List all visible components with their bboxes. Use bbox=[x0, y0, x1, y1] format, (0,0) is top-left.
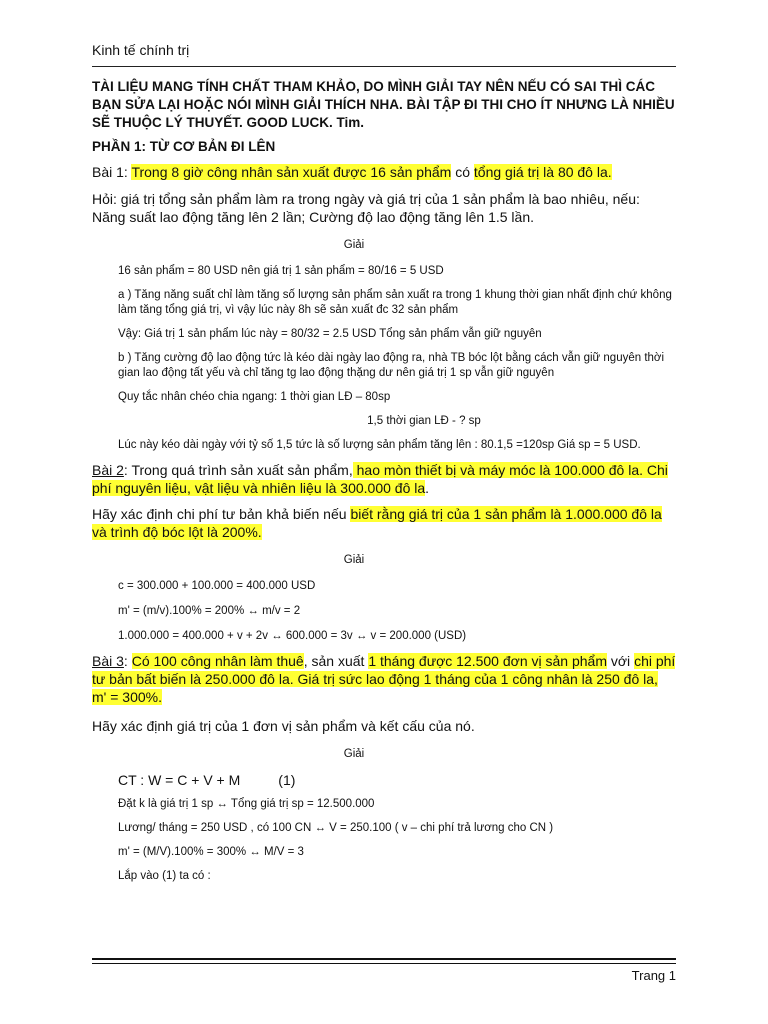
bai3-question: Hãy xác định giá trị của 1 đơn vị sản phẩm và kết cấu của nó. bbox=[92, 718, 475, 734]
bai3-formula-number: (1) bbox=[278, 772, 296, 788]
bai3-statement bbox=[92, 652, 676, 706]
bai3-highlight-1: Có 100 công nhân làm thuê bbox=[131, 653, 304, 669]
bai3-formula-text: CT : W = C + V + M bbox=[118, 772, 241, 788]
bai3-formula bbox=[92, 772, 676, 788]
bai3-text-2: , sản xuất bbox=[303, 653, 369, 669]
bai3-line-3: m' = (M/V).100% = 300% ↔ M/V = 3 bbox=[118, 846, 304, 858]
bai2-line-1: c = 300.000 + 100.000 = 400.000 USD bbox=[118, 580, 316, 592]
bai3-giai: Giải bbox=[343, 748, 365, 760]
bai2-text-1: : Trong quá trình sản xuất sản phẩm, bbox=[123, 462, 353, 478]
bai1-mid: có bbox=[455, 164, 470, 180]
bai2-line-2: m' = (m/v).100% = 200% ↔ m/v = 2 bbox=[118, 605, 301, 617]
document-body bbox=[92, 78, 676, 884]
bai3-label: Bài 3 bbox=[92, 653, 124, 669]
bai2-label: Bài 2 bbox=[92, 462, 124, 478]
bai1-highlight-2: tổng giá trị là 80 đô la. bbox=[473, 164, 612, 180]
part-heading: PHẦN 1: TỪ CƠ BẢN ĐI LÊN bbox=[92, 139, 276, 154]
bai1-statement bbox=[92, 163, 676, 181]
footer-divider-thick bbox=[92, 958, 676, 960]
notice-text: TÀI LIỆU MANG TÍNH CHẤT THAM KHẢO, DO MÌNH GIẢI TAY NÊN NẾU CÓ SAI THÌ CÁC BẠN SỬA LẠI HOẶC NÓI MÌNH GIẢI THÍCH NHA. BÀI TẬP ĐI THI CHO ÍT NHƯNG LÀ NHIỀU SẼ THUỘC LÝ THUYẾT. GOOD LUCK. Tim. bbox=[92, 79, 675, 130]
bai2-highlight-2: biết rằng giá trị của 1 sản phẩm là 1.000.000 đô la và trình độ bóc lột là 200%. bbox=[92, 506, 662, 540]
bai1-highlight-1: Trong 8 giờ công nhân sản xuất được 16 sản phẩm bbox=[131, 164, 452, 180]
bai1-line-5: Quy tắc nhân chéo chia ngang: 1 thời gian LĐ – 80sp bbox=[118, 391, 391, 403]
bai2-highlight-1: hao mòn thiết bị và máy móc là 100.000 đô la. Chi phí nguyên liệu, vật liệu và nhiên liệu là 300.000 đô la bbox=[92, 462, 668, 496]
bai1-line-6: 1,5 thời gian LĐ - ? sp bbox=[367, 415, 481, 427]
bai1-line-2: a ) Tăng năng suất chỉ làm tăng số lượng sản phẩm sản xuất ra trong 1 khung thời gian nhất định chứ không làm tăng tổng giá trị, vì vậy lúc này 8h sẽ sản xuất đc 32 sản phẩm bbox=[118, 289, 672, 316]
bai3-text-3: với bbox=[606, 653, 635, 669]
bai2-question-text: Hãy xác định chi phí tư bản khả biến nếu bbox=[92, 506, 351, 522]
bai2-question bbox=[92, 505, 676, 541]
bai2-line-3: 1.000.000 = 400.000 + v + 2v ↔ 600.000 = 3v ↔ v = 200.000 (USD) bbox=[118, 630, 467, 642]
bai1-line-7: Lúc này kéo dài ngày với tỷ số 1,5 tức là số lượng sản phẩm tăng lên : 80.1,5 =120sp Giá sp = 5 USD. bbox=[118, 439, 641, 451]
page-header: Kinh tế chính trị bbox=[92, 42, 190, 58]
bai1-label: Bài 1: bbox=[92, 164, 128, 180]
bai3-text-1: : bbox=[123, 653, 132, 669]
bai1-line-1: 16 sản phẩm = 80 USD nên giá trị 1 sản phẩm = 80/16 = 5 USD bbox=[118, 265, 444, 277]
bai3-highlight-3: chi phí tư bản bất biến là 250.000 đô la. Giá trị sức lao động 1 tháng của 1 công nhân là 250 đô la, m' = 300%. bbox=[92, 653, 676, 705]
bai2-text-2: . bbox=[425, 480, 430, 496]
page-number: Trang 1 bbox=[631, 968, 676, 983]
header-divider bbox=[92, 66, 676, 67]
bai3-line-2: Lương/ tháng = 250 USD , có 100 CN ↔ V = 250.100 ( v – chi phí trả lương cho CN ) bbox=[118, 822, 554, 834]
bai3-line-4: Lắp vào (1) ta có : bbox=[118, 870, 211, 882]
bai3-highlight-2: 1 tháng được 12.500 đơn vị sản phẩm bbox=[368, 653, 607, 669]
bai1-line-3: Vậy: Giá trị 1 sản phẩm lúc này = 80/32 = 2.5 USD Tổng sản phẩm vẫn giữ nguyên bbox=[118, 328, 542, 340]
bai2-statement bbox=[92, 461, 676, 497]
bai1-line-4: b ) Tăng cường độ lao động tức là kéo dài ngày lao động ra, nhà TB bóc lột bằng cách vẫn giữ nguyên thời gian lao động tất yếu và chỉ tăng tg lao động thặng dư nên giá trị 1 sp vẫn giữ nguyên bbox=[118, 352, 665, 379]
bai3-line-1: Đặt k là giá trị 1 sp ↔ Tổng giá trị sp = 12.500.000 bbox=[118, 798, 375, 810]
footer-divider-thin bbox=[92, 963, 676, 964]
bai1-question: Hỏi: giá trị tổng sản phẩm làm ra trong ngày và giá trị của 1 sản phẩm là bao nhiêu, nếu: Năng suất lao động tăng lên 2 lần; Cường độ lao động tăng lên 1.5 lần. bbox=[92, 191, 640, 225]
bai2-giai: Giải bbox=[343, 554, 365, 566]
bai1-giai: Giải bbox=[343, 239, 365, 251]
